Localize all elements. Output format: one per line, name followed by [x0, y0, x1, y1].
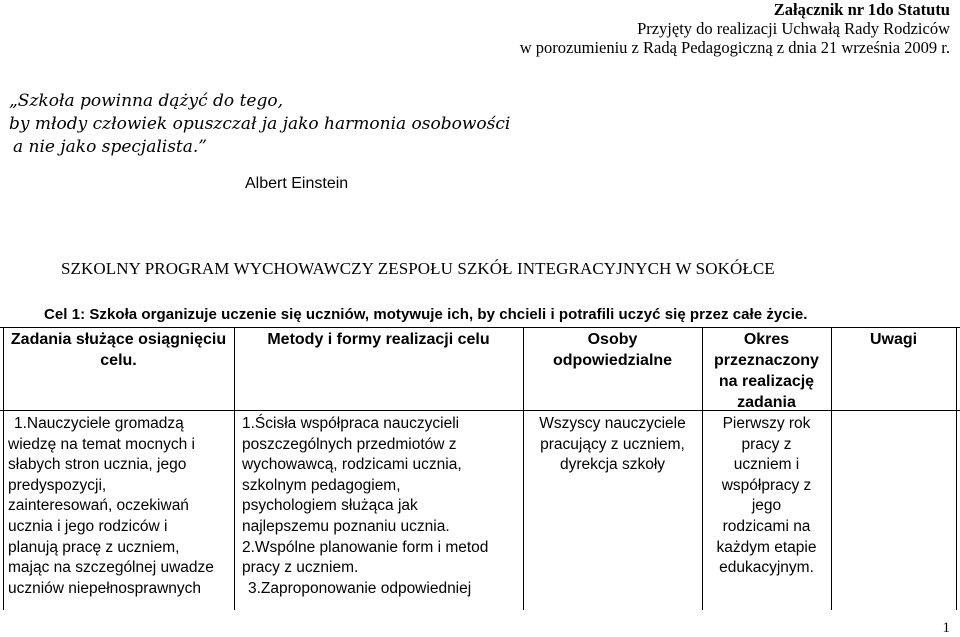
row1-methods-cell: 1.Ścisła współpraca nauczycieli poszczególnych przedmiotów z wychowawcą, rodzicami ucznia, szkolnym pedagogiem, psychologiem służąca jak najlepszemu poznaniu ucznia. 2.Wspólne planowanie form i metod pracy z uczniem. 3.Zaproponowanie odpowiedniej	[242, 415, 489, 597]
table-top-border	[0, 327, 960, 328]
header-persons: Osoby odpowiedzialne	[552, 331, 673, 369]
page-number: 1	[942, 620, 950, 636]
row1-tasks-cell: 1.Nauczyciele gromadzą wiedzę na temat mocnych i słabych stron ucznia, jego predyspozycji, zainteresowań, oczekiwań ucznia i jego rodziców i planują pracę z uczniem, mając na szczególnej uwadze uczniów niepełnosprawnych	[8, 415, 214, 597]
table-col-divider-4	[831, 327, 832, 610]
row1-persons-cell: Wszyscy nauczyciele pracujący z uczniem, dyrekcja szkoły	[539, 415, 686, 474]
quote-line-1: „Szkoła powinna dążyć do tego,	[9, 91, 283, 111]
header-tasks: Zadania służące osiągnięciu celu.	[10, 331, 227, 369]
attachment-title: Załącznik nr 1do Statutu	[773, 0, 950, 19]
attachment-header	[520, 0, 950, 57]
goal-statement: Cel 1: Szkoła organizuje uczenie się uczniów, motywuje ich, by chcieli i potrafili uczyć się przez całe życie.	[44, 306, 808, 323]
program-title: SZKOLNY PROGRAM WYCHOWAWCZY ZESPOŁU SZKÓŁ INTEGRACYJNYCH W SOKÓŁCE	[61, 259, 775, 278]
quote-author: Albert Einstein	[245, 175, 349, 192]
quote-line-3: a nie jako specjalista.”	[13, 137, 207, 157]
header-methods: Metody i formy realizacji celu	[267, 331, 490, 348]
quote-line-2: by młody człowiek opuszczał ja jako harmonia osobowości	[9, 114, 511, 134]
header-notes: Uwagi	[869, 331, 918, 348]
attachment-agreement-line: w porozumieniu z Radą Pedagogiczną z dnia 21 września 2009 r.	[519, 38, 950, 57]
table-border-right	[956, 327, 957, 610]
table-col-divider-1	[234, 327, 235, 610]
header-period: Okres przeznaczony na realizację zadania	[714, 331, 819, 411]
attachment-adopted-line: Przyjęty do realizacji Uchwałą Rady Rodziców	[637, 19, 950, 38]
row1-period-cell: Pierwszy rok pracy z uczniem i współpracy z jego rodzicami na każdym etapie edukacyjnym.	[716, 415, 817, 577]
einstein-quote	[9, 90, 510, 159]
